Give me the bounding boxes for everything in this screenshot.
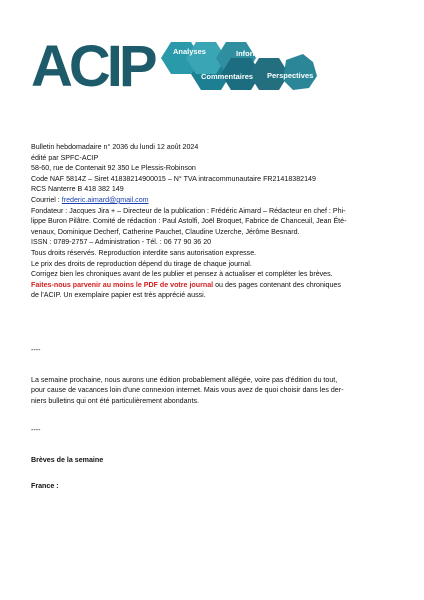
separator-2: ---- xyxy=(31,426,41,435)
acip-logo xyxy=(31,36,321,92)
courriel-label: Courriel : xyxy=(31,195,62,204)
logo-word-perspectives: Perspectives xyxy=(267,71,314,80)
send-line-1 xyxy=(31,280,395,291)
issn-line: ISSN : 0789-2757 – Administration - Tél. : 06 77 90 36 20 xyxy=(31,238,212,247)
price-line: Le prix des droits de reproduction dépend du tirage de chaque journal. xyxy=(31,259,252,268)
bulletin-content xyxy=(31,142,395,492)
notice-line-2: pour cause de vacances loin d'une connexion internet. Mais vous avez de quoi choisir dans les der- xyxy=(31,386,344,395)
codes-line: Code NAF 5814Z – Siret 41838214900015 – N° TVA intracommunautaire FR21418382149 xyxy=(31,174,316,183)
fondateur-line-3: venaux, Dominique Decherf, Catherine Pauchet, Claudine Uzerche, Jérôme Besnard. xyxy=(31,227,300,236)
rights-line: Tous droits réservés. Reproduction interdite sans autorisation expresse. xyxy=(31,248,257,257)
bulletin-line: Bulletin hebdomadaire n° 2036 du lundi 12 août 2024 xyxy=(31,143,199,151)
fondateur-line-1: Fondateur : Jacques Jira + – Directeur de la publication : Frédéric Aimard – Rédacteur en chef : Phi- xyxy=(31,206,346,215)
notice-paragraph xyxy=(31,375,395,407)
publisher-line: édité par SPFC-ACIP xyxy=(31,153,99,162)
subsection-title: France : xyxy=(31,482,59,491)
rcs-line: RCS Nanterre B 418 382 149 xyxy=(31,185,124,194)
logo-brand: ACIP xyxy=(31,36,154,92)
email-link[interactable]: frederic.aimard@gmail.com xyxy=(61,195,149,204)
courriel-line xyxy=(31,195,395,206)
send-highlight: Faites-nous parvenir au moins le PDF de votre journal xyxy=(31,280,214,289)
fondateur-line-2: lippe Buron Pilâtre. Comité de rédaction : Paul Astolfi, Joël Broquet, Fabrice de Chanceuil, Jean Été- xyxy=(31,217,347,226)
section-title: Brèves de la semaine xyxy=(31,455,104,464)
send-rest-1: ou des pages contenant des chroniques xyxy=(213,280,341,289)
logo-word-analyses: Analyses xyxy=(173,47,206,56)
notice-line-1: La semaine prochaine, nous aurons une édition probablement allégée, voire pas d'édition du tout, xyxy=(31,375,338,384)
address-line: 58-60, rue de Contenait 92 350 Le Plessis-Robinson xyxy=(31,164,196,173)
separator-1: ---- xyxy=(31,345,41,354)
correct-line: Corrigez bien les chroniques avant de les publier et pensez à actualiser et compléter les brèves. xyxy=(31,270,333,279)
masthead xyxy=(31,142,395,301)
notice-line-3: niers bulletins qui ont été particulièrement abondants. xyxy=(31,396,199,405)
logo-word-informations: Informations xyxy=(236,49,282,58)
send-line-2: de l'ACIP. Un exemplaire papier est très apprécié aussi. xyxy=(31,291,206,300)
logo-word-commentaires: Commentaires xyxy=(201,72,254,81)
